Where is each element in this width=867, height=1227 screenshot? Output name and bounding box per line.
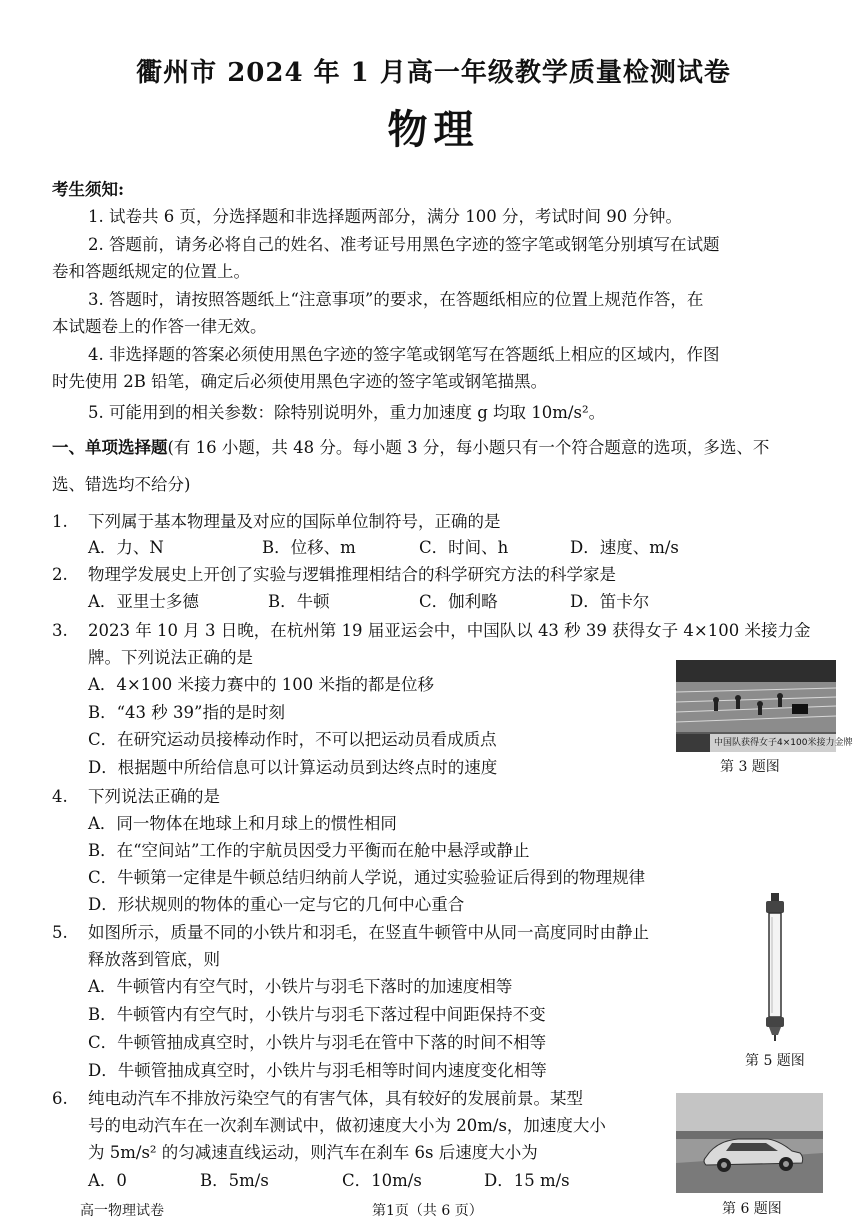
notice-item: 时先使用 2B 铅笔，确定后必须使用黑色字迹的签字笔或钢笔描黑。 <box>52 372 548 391</box>
question-stem: 纯电动汽车不排放污染空气的有害气体，具有较好的发展前景。某型 <box>88 1089 583 1108</box>
question-number: 2. <box>52 565 68 584</box>
notice-item: 本试题卷上的作答一律无效。 <box>52 317 267 336</box>
option-d: D．笛卡尔 <box>570 592 650 611</box>
question-number: 6. <box>52 1089 68 1108</box>
newton-tube-figure <box>760 893 790 1041</box>
option-a: A．牛顿管内有空气时，小铁片与羽毛下落时的加速度相等 <box>88 977 513 996</box>
exam-title: 衢州市 2024 年 1 月高一年级教学质量检测试卷 <box>136 58 731 88</box>
option-b: B．在“空间站”工作的宇航员因受力平衡而在舱中悬浮或静止 <box>88 841 530 860</box>
option-a: A．0 <box>88 1171 127 1190</box>
notice-item: 1. 试卷共 6 页，分选择题和非选择题两部分，满分 100 分，考试时间 90 分钟。 <box>88 207 682 226</box>
option-a: A．同一物体在地球上和月球上的惯性相同 <box>88 814 397 833</box>
electric-car-photo <box>676 1093 823 1193</box>
option-b: B．牛顿 <box>268 592 330 611</box>
subject-title: 物理 <box>387 106 480 153</box>
notice-item: 5. 可能用到的相关参数：除特别说明外，重力加速度 g 均取 10m/s²。 <box>88 403 606 422</box>
figure-caption: 第 6 题图 <box>722 1201 782 1217</box>
option-b: B．位移、m <box>262 538 356 557</box>
notice-item: 4. 非选择题的答案必须使用黑色字迹的签字笔或钢笔写在答题纸上相应的区域内，作图 <box>88 345 720 364</box>
option-a: A．亚里士多德 <box>88 592 199 611</box>
notice-item: 卷和答题纸规定的位置上。 <box>52 262 250 281</box>
option-d: D．形状规则的物体的重心一定与它的几何中心重合 <box>88 895 465 914</box>
section-heading-rest: (有 16 小题，共 48 分。每小题 3 分，每小题只有一个符合题意的选项，多选、不 <box>167 438 770 457</box>
question-stem: 为 5m/s² 的匀减速直线运动，则汽车在刹车 6s 后速度大小为 <box>88 1143 538 1162</box>
notice-item: 3. 答题时，请按照答题纸上“注意事项”的要求，在答题纸相应的位置上规范作答，在 <box>88 290 704 309</box>
question-number: 1. <box>52 512 68 531</box>
question-stem: 物理学发展史上开创了实验与逻辑推理相结合的科学研究方法的科学家是 <box>88 565 616 584</box>
question-stem: 下列属于基本物理量及对应的国际单位制符号，正确的是 <box>88 512 501 531</box>
option-c: C．伽利略 <box>419 592 498 611</box>
option-c: C．10m/s <box>342 1171 422 1190</box>
option-b: B．牛顿管内有空气时，小铁片与羽毛下落过程中间距保持不变 <box>88 1005 546 1024</box>
footer-left: 高一物理试卷 <box>80 1203 164 1219</box>
question-stem: 释放落到管底，则 <box>88 950 220 969</box>
question-number: 5. <box>52 923 68 942</box>
option-b: B．“43 秒 39”指的是时刻 <box>88 703 285 722</box>
figure-caption: 第 3 题图 <box>720 759 780 775</box>
section-heading <box>52 437 769 459</box>
page-number: 第1页（共 6 页） <box>372 1203 483 1219</box>
option-d: D．牛顿管抽成真空时，小铁片与羽毛相等时间内速度变化相等 <box>88 1061 547 1080</box>
option-a: A．力、N <box>88 538 164 557</box>
question-number: 3. <box>52 621 68 640</box>
option-a: A．4×100 米接力赛中的 100 米指的都是位移 <box>88 675 434 694</box>
relay-race-photo <box>676 660 853 752</box>
question-number: 4. <box>52 787 68 806</box>
photo-banner-text: 中国队获得女子4×100米接力金牌 <box>714 738 853 748</box>
section-heading-bold: 一、单项选择题 <box>52 438 168 457</box>
option-b: B．5m/s <box>200 1171 269 1190</box>
option-c: C．时间、h <box>419 538 509 557</box>
notice-item: 2. 答题前，请务必将自己的姓名、准考证号用黑色字迹的签字笔或钢笔分别填写在试题 <box>88 235 720 254</box>
question-stem: 如图所示，质量不同的小铁片和羽毛，在竖直牛顿管中从同一高度同时由静止 <box>88 923 649 942</box>
question-stem: 2023 年 10 月 3 日晚，在杭州第 19 届亚运会中，中国队以 43 秒 39 获得女子 4×100 米接力金 <box>88 621 811 640</box>
option-d: D．根据题中所给信息可以计算运动员到达终点时的速度 <box>88 758 498 777</box>
question-stem: 下列说法正确的是 <box>88 787 220 806</box>
question-stem: 牌。下列说法正确的是 <box>88 648 253 667</box>
figure-caption: 第 5 题图 <box>745 1053 805 1069</box>
notice-heading: 考生须知: <box>52 180 125 199</box>
section-heading-line2: 选、错选均不给分) <box>52 475 191 494</box>
option-d: D．15 m/s <box>484 1171 570 1190</box>
option-d: D．速度、m/s <box>570 538 679 557</box>
option-c: C．在研究运动员接棒动作时，不可以把运动员看成质点 <box>88 730 497 749</box>
option-c: C．牛顿管抽成真空时，小铁片与羽毛在管中下落的时间不相等 <box>88 1033 547 1052</box>
option-c: C．牛顿第一定律是牛顿总结归纳前人学说，通过实验验证后得到的物理规律 <box>88 868 646 887</box>
question-stem: 号的电动汽车在一次刹车测试中，做初速度大小为 20m/s，加速度大小 <box>88 1116 606 1135</box>
